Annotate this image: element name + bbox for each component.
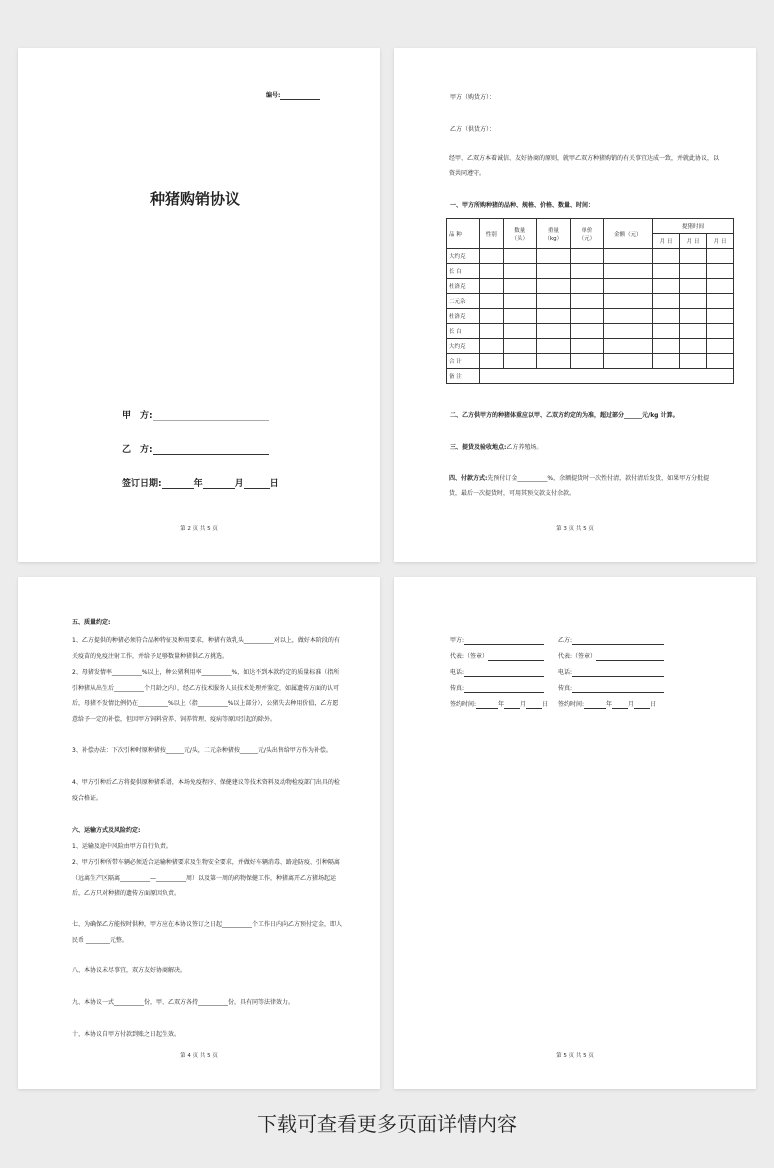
sign-phone-b: 电话: bbox=[558, 669, 664, 677]
section-6-item-2: 2、甲方引种所带车辆必须适合运输种猪要求及生物安全要求，并做好车辆消毒、路途防疫、引种隔离（远离生产区隔离__________—__________周）以及第一周的药物保健工作，种猪离开乙方猪场起运后，乙方只对种猪的遗传方面原因负责。 bbox=[72, 859, 340, 897]
party-a-line: 甲 方: bbox=[122, 408, 269, 421]
section-3: 三、提货及验收地点:乙方养殖场。 bbox=[450, 444, 543, 451]
header-breed: 品 种 bbox=[447, 219, 480, 249]
header-pickup: 提猪时间 bbox=[653, 219, 734, 234]
sign-date-a: 签约时间: 年 月 日 bbox=[450, 701, 549, 708]
section-4: 四、付款方式:先预付订金__________%，余额提货时一次性付清，款付清后发货，如果甲方分批提货，最后一次提货时，可用其预交款支付余款。 bbox=[449, 475, 710, 497]
number-field: 编号: bbox=[266, 92, 320, 100]
section-5-item-2: 2、母猪发情率__________%以上，种公猪利用率__________%，如达不到本款约定的质量标准（指所引种猪从出生后__________个月龄之内），经乙方技术服务人员技术处理并鉴定，如属遗传方面的认可后，母猪不发情比例仍在__________%以上（指__________%以上部分），公猪失去种用价值，乙方愿意给予一定的补偿，但因甲方饲料营养、饲养管理、疫病等原因引起的除外。 bbox=[72, 669, 340, 723]
sign-date-line: 签订日期: 年 月 日 bbox=[122, 479, 279, 489]
party-b-line: 乙 方: bbox=[122, 442, 269, 455]
sign-rep-b: 代表:（签章） bbox=[558, 653, 664, 661]
section-5-item-1: 1、乙方提供的种猪必须符合品种特征及种用要求，种猪有效乳头__________对以上，做好本阶段的有关疫苗的免疫注射工作，并给予足够数量种猪供乙方挑选。 bbox=[72, 637, 340, 660]
table-row: 备 注 bbox=[447, 369, 734, 384]
header-date-2: 月 日 bbox=[680, 234, 707, 249]
page-footer: 第 2 页 共 5 页 bbox=[180, 526, 218, 532]
table-row: 长 白 bbox=[447, 324, 734, 339]
header-qty: 数量 （头） bbox=[503, 219, 536, 249]
page-footer: 第 4 页 共 5 页 bbox=[180, 1053, 218, 1059]
document-title: 种猪购销协议 bbox=[150, 190, 241, 208]
party-a-buyer: 甲方（购货方）： bbox=[450, 94, 496, 101]
intro-paragraph: 经甲、乙双方本着诚信、友好协商的原则，就甲乙双方种猪购销的有关事宜达成一致，并就此协议，以资共同遵守。 bbox=[449, 155, 720, 177]
table-row: 大约克 bbox=[447, 249, 734, 264]
download-caption: 下载可查看更多页面详情内容 bbox=[257, 1112, 517, 1136]
section-5-item-3: 3、补偿办法：下次引种时原种猪按______元/头，二元杂种猪按______元/头出售给甲方作为补偿。 bbox=[72, 747, 332, 754]
sign-fax-b: 传真: bbox=[558, 685, 664, 693]
table-row: 大约克 bbox=[447, 339, 734, 354]
table-row: 长 白 bbox=[447, 264, 734, 279]
party-b-seller: 乙方（供货方）： bbox=[450, 126, 496, 133]
header-weight: 重量 （kg） bbox=[536, 219, 570, 249]
table-row: 杜洛克 bbox=[447, 309, 734, 324]
section-5-title: 五、质量约定: bbox=[72, 619, 111, 626]
section-10: 十、本协议自甲方付款到账之日起生效。 bbox=[72, 1031, 181, 1038]
page-footer: 第 5 页 共 5 页 bbox=[556, 1053, 594, 1059]
section-5-item-4: 4、甲方引种后乙方将提供原种猪系谱，本场免疫程序、保健建议等技术资料及动物检疫部门出具的检疫合格证。 bbox=[72, 779, 340, 802]
section-2: 二、乙方供甲方的种猪体重应以甲、乙双方约定的为准，超过部分______元/kg 计算。 bbox=[450, 412, 679, 419]
table-row: 二元杂 bbox=[447, 294, 734, 309]
section-7: 七、为确保乙方能按时供种，甲方应在本协议签订之日起__________个工作日内向乙方预付定金，即人民币 ________元整。 bbox=[72, 921, 343, 944]
sign-party-a: 甲方: bbox=[450, 637, 544, 645]
page-2 bbox=[18, 48, 380, 562]
header-sex: 性别 bbox=[479, 219, 503, 249]
sign-date-b: 签约时间: 年 月 日 bbox=[558, 701, 657, 708]
header-price: 单价 （元） bbox=[571, 219, 604, 249]
section-8: 八、本协议未尽事宜，双方友好协商解决。 bbox=[72, 967, 187, 974]
header-date-1: 月 日 bbox=[653, 234, 680, 249]
table-row: 合 计 bbox=[447, 354, 734, 369]
header-date-3: 月 日 bbox=[706, 234, 733, 249]
page-3 bbox=[394, 48, 756, 562]
sign-rep-a: 代表:（签章） bbox=[450, 653, 544, 661]
section-6-title: 六、运输方式及风险约定: bbox=[72, 827, 141, 834]
page-5 bbox=[394, 577, 756, 1089]
sign-fax-a: 传真: bbox=[450, 685, 544, 693]
sign-phone-a: 电话: bbox=[450, 669, 544, 677]
goods-table bbox=[446, 218, 734, 384]
section-9: 九、本协议一式__________份，甲、乙双方各持__________份，具有同等法律效力。 bbox=[72, 999, 295, 1006]
page-footer: 第 3 页 共 5 页 bbox=[556, 526, 594, 532]
page-4 bbox=[18, 577, 380, 1089]
sign-party-b: 乙方: bbox=[558, 637, 664, 645]
section-6-item-1: 1、运输及途中风险由甲方自行负责。 bbox=[72, 843, 172, 850]
header-amount: 金额（元） bbox=[603, 219, 652, 249]
table-row: 杜洛克 bbox=[447, 279, 734, 294]
section-1-title: 一、甲方所购种猪的品种、规格、价格、数量、时间： bbox=[450, 202, 595, 209]
